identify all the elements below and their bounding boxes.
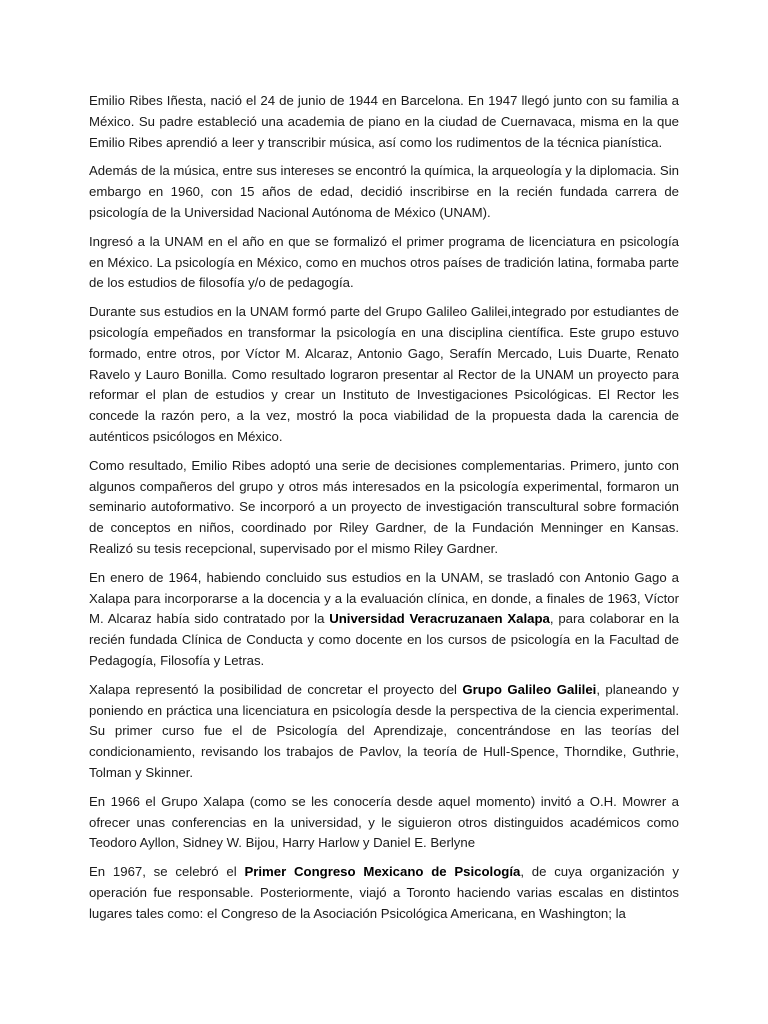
paragraph-8 [89, 792, 679, 854]
paragraph-text: En 1967, se celebró el [89, 864, 245, 880]
paragraph-4 [89, 302, 679, 448]
paragraph-text: Como resultado, Emilio Ribes adoptó una serie de decisiones complementarias. Primero, junto con algunos compañeros del grupo y otros más interesados en la psicología experimental, formaron un seminario autoformativo. Se incorporó a un proyecto de investigación transcultural sobre formación de conceptos en niños, coordinado por Riley Gardner, de la Fundación Menninger en Kansas. Realizó su tesis recepcional, supervisado por el mismo Riley Gardner. [89, 457, 679, 556]
linked-term[interactable]: Primer Congreso Mexicano de Psicología [244, 864, 521, 880]
paragraph-text: , de cuya organización y operación fue responsable. Posteriormente, viajó a Toronto haciendo varias escalas en distintos lugares tales como: el Congreso de la Asociación Psicológica Americana, en Washington; la [89, 864, 679, 921]
paragraph-text: En 1966 el Grupo Xalapa (como se les conocería desde aquel momento) invitó a O.H. Mowrer a ofrecer unas conferencias en la universidad, y le siguieron otros distinguidos académicos como Teodoro Ayllon, Sidney W. Bijou, Harry Harlow y Daniel E. Berlyne [89, 793, 679, 851]
paragraph-9 [89, 862, 679, 924]
paragraph-6 [89, 568, 679, 672]
paragraph-7 [89, 680, 679, 784]
paragraph-1 [89, 91, 679, 153]
paragraph-text: Xalapa representó la posibilidad de concretar el proyecto del [89, 681, 463, 697]
paragraph-text: Ingresó a la UNAM en el año en que se formalizó el primer programa de licenciatura en psicología en México. La psicología en México, como en muchos otros países de tradición latina, formaba parte de los estudios de filosofía y/o de pedagogía. [89, 233, 679, 291]
linked-term[interactable]: Universidad Veracruzanaen Xalapa [329, 611, 550, 627]
document-page [89, 91, 679, 932]
paragraph-2 [89, 161, 679, 223]
paragraph-text: Además de la música, entre sus intereses se encontró la química, la arqueología y la diplomacia. Sin embargo en 1960, con 15 años de edad, decidió inscribirse en la recién fundada carrera de psicología de la Universidad Nacional Autónoma de México (UNAM). [89, 163, 679, 220]
paragraph-text: Durante sus estudios en la UNAM formó parte del Grupo Galileo Galilei,integrado por estudiantes de psicología empeñados en transformar la psicología en una disciplina científica. Este grupo estuvo formado, entre otros, por Víctor M. Alcaraz, Antonio Gago, Serafín Mercado, Luis Duarte, Renato Ravelo y Lauro Bonilla. Como resultado lograron presentar al Rector de la UNAM un proyecto para reformar el plan de estudios y crear un Instituto de Investigaciones Psicológicas. El Rector les concede la razón pero, a la vez, mostró la poca viabilidad de la propuesta dada la carencia de auténticos psicólogos en México. [89, 304, 679, 444]
paragraph-text: En enero de 1964, habiendo concluido sus estudios en la UNAM, se trasladó con Antonio Gago a Xalapa para incorporarse a la docencia y a la evaluación clínica, en donde, a finales de 1963, Víctor M. Alcaraz había sido contratado por la [89, 569, 679, 627]
paragraph-5 [89, 456, 679, 560]
linked-term[interactable]: Grupo Galileo Galilei [462, 681, 597, 697]
paragraph-text: , para colaborar en la recién fundada Clínica de Conducta y como docente en los cursos de psicología en la Facultad de Pedagogía, Filosofía y Letras. [89, 611, 679, 668]
paragraph-3 [89, 232, 679, 294]
paragraph-text: , planeando y poniendo en práctica una licenciatura en psicología desde la perspectiva de la ciencia experimental. Su primer curso fue el de Psicología del Aprendizaje, concentrándose en las teorías del condicionamiento, revisando los trabajos de Pavlov, la teoría de Hull-Spence, Thorndike, Guthrie, Tolman y Skinner. [89, 681, 679, 780]
paragraph-text: Emilio Ribes Iñesta, nació el 24 de junio de 1944 en Barcelona. En 1947 llegó junto con su familia a México. Su padre estableció una academia de piano en la ciudad de Cuernavaca, misma en la que Emilio Ribes aprendió a leer y transcribir música, así como los rudimentos de la técnica pianística. [89, 93, 679, 150]
